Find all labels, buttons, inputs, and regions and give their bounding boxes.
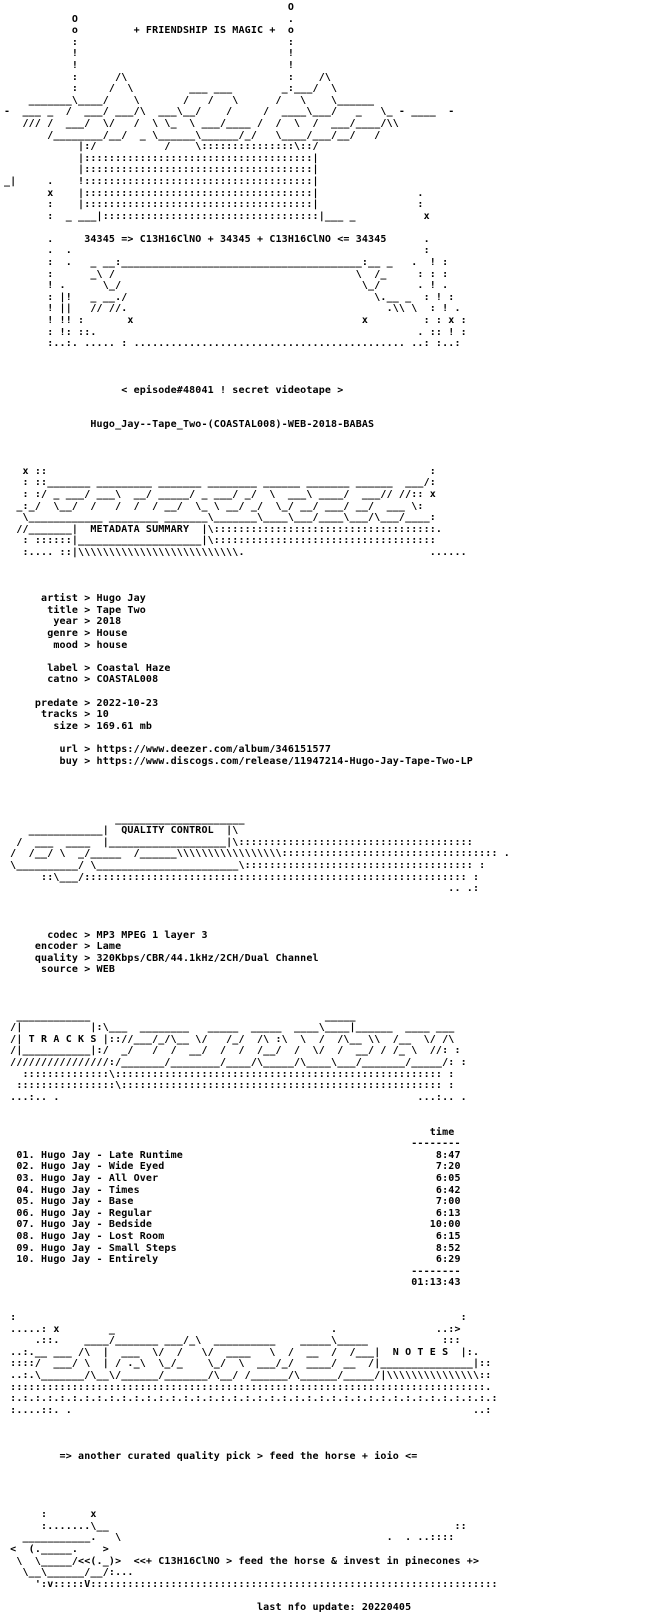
nfo-line xyxy=(4,779,510,791)
nfo-line xyxy=(4,976,510,988)
nfo-line: //_______| METADATA SUMMARY |\::::::::::::::::::::::::::::::::::::. xyxy=(4,523,443,535)
nfo-line: : x xyxy=(4,1509,97,1521)
nfo-line: \____________ ________ _______\_______\____\___/____\___/\___/____: xyxy=(4,512,436,524)
nfo-line: quality > 320Kbps/CBR/44.1kHz/2CH/Dual Channel xyxy=(4,952,319,964)
nfo-line: _:_/ \__/ / / / / __/ \_ \ __/ _/ \_/ __/ ___/ __/ ___ \: xyxy=(4,500,424,512)
nfo-line xyxy=(4,361,510,373)
nfo-line xyxy=(4,802,510,814)
nfo-line: codec > MP3 MPEG 1 layer 3 xyxy=(4,929,208,941)
nfo-line: ::::::::::::::::\:::::::::::::::::::::::::::::::::::::::::::::::::::: : xyxy=(4,1080,455,1092)
nfo-line: ! || // //. .\\ \ : ! . xyxy=(4,303,461,315)
nfo-line xyxy=(4,559,510,571)
nfo-line: _____________________ xyxy=(4,813,245,825)
nfo-line: ___________. \ . . ..:::: xyxy=(4,1532,455,1544)
nfo-line: 01. Hugo Jay - Late Runtime 8:47 xyxy=(4,1149,461,1161)
nfo-line xyxy=(4,408,510,420)
nfo-line: source > WEB xyxy=(4,964,116,976)
nfo-line: : |! _ __./ \.__ _ : ! : xyxy=(4,291,455,303)
nfo-line: 07. Hugo Jay - Bedside 10:00 xyxy=(4,1219,461,1231)
nfo-line: ::::/ ___/ \ | / ._\ \_/_ \_/ \ ___/_/ ____/ __ /|_______________|:: xyxy=(4,1358,492,1370)
nfo-line xyxy=(4,1103,510,1115)
nfo-line: x :: : xyxy=(4,465,436,477)
nfo-line: ! ! xyxy=(4,48,295,60)
nfo-line xyxy=(4,1289,510,1301)
nfo-line: . . : xyxy=(4,245,430,257)
nfo-line: |:::::::::::::::::::::::::::::::::::::| xyxy=(4,164,319,176)
nfo-line xyxy=(4,906,510,918)
nfo-line: :..:. ..... : ............................................ ..: :..: xyxy=(4,338,461,350)
nfo-line: : /\ : /\ xyxy=(4,71,332,83)
nfo-line: |:/ / \:::::::::::::::\::/ xyxy=(4,141,319,153)
nfo-line: time xyxy=(4,1126,455,1138)
nfo-line: O xyxy=(4,2,295,13)
nfo-line xyxy=(4,1115,510,1127)
nfo-line: label > Coastal Haze xyxy=(4,662,171,674)
nfo-line: - ___ _ / ___/ ___/\ ___\__/ / / ____\___/ _ \_ - ____ - xyxy=(4,106,455,118)
nfo-line xyxy=(4,1463,510,1475)
nfo-line: ////////////////:/_______/________/____/\_____/\____\___/_______/_____/: : xyxy=(4,1057,467,1069)
nfo-line: : _ ___|:::::::::::::::::::::::::::::::::::|___ _ x xyxy=(4,210,430,222)
nfo-line: ...:.. . ...:.. . xyxy=(4,1091,467,1103)
nfo-line: mood > house xyxy=(4,639,128,651)
nfo-line: . 34345 => C13H16ClNO + 34345 + C13H16ClNO <= 34345 . xyxy=(4,233,430,245)
nfo-line: /|___________|:/ _/ / / __/ / / /__/ / \/ / __/ / /_ \ //: : xyxy=(4,1045,461,1057)
nfo-line: 01:13:43 xyxy=(4,1277,461,1289)
nfo-line: \__\______/__/:... xyxy=(4,1567,134,1579)
nfo-line xyxy=(4,767,510,779)
nfo-line: : : xyxy=(4,1312,467,1324)
nfo-text xyxy=(4,2,510,1614)
nfo-line xyxy=(4,1428,510,1440)
nfo-line: ':v:::::V:::::::::::::::::::::::::::::::::::::::::::::::::::::::::::::::::: xyxy=(4,1578,498,1590)
nfo-line xyxy=(4,732,510,744)
nfo-line: _| . !:::::::::::::::::::::::::::::::::::::| xyxy=(4,175,319,187)
nfo-line: ::::::::::::::\::::::::::::::::::::::::::::::::::::::::::::::::::::: : xyxy=(4,1068,455,1080)
nfo-line: : . _ __:_______________________________________:__ _ . ! : xyxy=(4,257,449,269)
nfo-line: 05. Hugo Jay - Base 7:00 xyxy=(4,1196,461,1208)
nfo-line xyxy=(4,373,510,385)
nfo-line: 03. Hugo Jay - All Over 6:05 xyxy=(4,1172,461,1184)
nfo-line xyxy=(4,1474,510,1486)
nfo-line: : ::_______ _________ _______ ________ ______ _______ ______ ___/: xyxy=(4,477,436,489)
nfo-line: ..:.__ ___ /\ | ___ \/ / \/ ____ \ / __ / /___| N O T E S |:. xyxy=(4,1346,480,1358)
nfo-line: 02. Hugo Jay - Wide Eyed 7:20 xyxy=(4,1161,461,1173)
nfo-line xyxy=(4,918,510,930)
nfo-line: / ___ ____ |___________________|\:::::::::::::::::::::::::::::::::::::: xyxy=(4,836,473,848)
nfo-line: : |:::::::::::::::::::::::::::::::::::::| : xyxy=(4,199,424,211)
nfo-line: :....::. . ..: xyxy=(4,1404,492,1416)
nfo-line xyxy=(4,1486,510,1498)
nfo-line: : !: ::. . :: ! : xyxy=(4,326,467,338)
nfo-line xyxy=(4,570,510,582)
nfo-line: => another curated quality pick > feed the horse + ioio <= xyxy=(4,1451,418,1463)
nfo-line xyxy=(4,443,510,455)
nfo-line xyxy=(4,1440,510,1452)
nfo-line xyxy=(4,651,510,663)
nfo-line xyxy=(4,431,510,443)
nfo-line: catno > COASTAL008 xyxy=(4,674,159,686)
nfo-line: :::::::::::::::::::::::::::::::::::::::::::::::::::::::::::::::::::::::::::::. xyxy=(4,1381,492,1393)
nfo-line xyxy=(4,350,510,362)
nfo-line: < episode#48041 ! secret videotape > xyxy=(4,384,344,396)
nfo-line: .::. ____/_______ ___/_\ __________ _____\_____ ::: xyxy=(4,1335,461,1347)
nfo-line: \ \_____/<<(._)> <<+ C13H16ClNO > feed the horse & invest in pinecones +> xyxy=(4,1555,480,1567)
nfo-line: buy > https://www.discogs.com/release/11947214-Hugo-Jay-Tape-Two-LP xyxy=(4,755,473,767)
nfo-line: /// / ___/ \/ / \ \_ \ ___/____ / / \ / ___/____/\\ xyxy=(4,117,406,129)
nfo-line: x |:::::::::::::::::::::::::::::::::::::| . xyxy=(4,187,424,199)
nfo-line xyxy=(4,790,510,802)
nfo-line: artist > Hugo Jay xyxy=(4,593,146,605)
nfo-line: ! ! xyxy=(4,59,295,71)
nfo-line: tracks > 10 xyxy=(4,709,109,721)
nfo-line xyxy=(4,999,510,1011)
nfo-line: : : xyxy=(4,36,295,48)
nfo-line: O . xyxy=(4,13,295,25)
nfo-line xyxy=(4,1590,510,1602)
nfo-line xyxy=(4,1301,510,1313)
nfo-line: title > Tape Two xyxy=(4,604,146,616)
nfo-line: size > 169.61 mb xyxy=(4,720,153,732)
nfo-line: 10. Hugo Jay - Entirely 6:29 xyxy=(4,1254,461,1266)
nfo-line: |:::::::::::::::::::::::::::::::::::::| xyxy=(4,152,319,164)
nfo-line: : ::::::|____________________|\:::::::::::::::::::::::::::::::::::: xyxy=(4,535,436,547)
nfo-line: encoder > Lame xyxy=(4,941,122,953)
nfo-line xyxy=(4,454,510,466)
nfo-line: .. .: xyxy=(4,883,480,895)
nfo-line: year > 2018 xyxy=(4,616,122,628)
nfo-line: : :/ _ ___/ ___\ __/ _____/ _ ___/ _/ \ ___\ ____/ ___// //:: x xyxy=(4,488,436,500)
nfo-line: -------- xyxy=(4,1265,461,1277)
nfo-line: /| |:\___ ________ _____ _____ ____\____|______ ____ ___ xyxy=(4,1022,455,1034)
nfo-line: genre > House xyxy=(4,628,128,640)
nfo-line: /________/__/ _ \______\______/_/ \____/___/__/ / xyxy=(4,129,381,141)
nfo-line: 08. Hugo Jay - Lost Room 6:15 xyxy=(4,1230,461,1242)
nfo-line: : _\ / \ /_ : : : xyxy=(4,268,449,280)
nfo-line: ..:.\_______/\__\/______/_______/\__/ /______/\______/_____/|\\\\\\\\\\\\\\\:: xyxy=(4,1370,498,1382)
nfo-line xyxy=(4,222,510,234)
nfo-line: \__________/ \_______________________\::::::::::::::::::::::::::::::::::::: : xyxy=(4,859,486,871)
nfo-line: _______\____/ \ / / \ / \ \______ xyxy=(4,94,375,106)
nfo-line: o + FRIENDSHIP IS MAGIC + o xyxy=(4,25,295,37)
nfo-line xyxy=(4,895,510,907)
nfo-line xyxy=(4,582,510,594)
nfo-line xyxy=(4,686,510,698)
nfo-line: 04. Hugo Jay - Times 6:42 xyxy=(4,1184,461,1196)
nfo-line: 06. Hugo Jay - Regular 6:13 xyxy=(4,1207,461,1219)
nfo-line: /| T R A C K S |:://___/_/\__ \/ /_/ /\ :\ \ / /\__ \\ /__ \/ /\ xyxy=(4,1033,455,1045)
nfo-line: predate > 2022-10-23 xyxy=(4,697,159,709)
nfo-line: ! !! : x x : : x : xyxy=(4,315,467,327)
nfo-line: url > https://www.deezer.com/album/346151577 xyxy=(4,744,332,755)
nfo-line: :.:.:.:.:.:.:.:.:.:.:.:.:.:.:.:.:.:.:.:.:.:.:.:.:.:.:.:.:.:.:.:.:.:.:.:.:.:.:.: xyxy=(4,1393,498,1405)
nfo-line: :.... ::|\\\\\\\\\\\\\\\\\\\\\\\\\\. ...... xyxy=(4,546,467,558)
nfo-line: :.......\__ :: xyxy=(4,1520,467,1532)
nfo-line: last nfo update: 20220405 xyxy=(4,1601,412,1613)
nfo-line: Hugo_Jay--Tape_Two-(COASTAL008)-WEB-2018-BABAS xyxy=(4,419,375,431)
nfo-line: ::\___/:::::::::::::::::::::::::::::::::::::::::::::::::::::::::::::: : xyxy=(4,871,480,883)
nfo-line: -------- xyxy=(4,1138,461,1150)
nfo-line xyxy=(4,987,510,999)
nfo-line: ____________ _____ xyxy=(4,1010,356,1022)
nfo-line xyxy=(4,1416,510,1428)
nfo-line: .....: x _ . ..:> xyxy=(4,1323,461,1335)
nfo-line xyxy=(4,396,510,408)
nfo-line: < (._____. > xyxy=(4,1543,109,1555)
nfo-line: ____________| QUALITY CONTROL |\ xyxy=(4,825,239,837)
nfo-line xyxy=(4,1498,510,1510)
nfo-line: / /__/ \ _/_____ /______\\\\\\\\\\\\\\\\\::::::::::::::::::::::::::::::::::: . xyxy=(4,848,510,860)
nfo-line: : / \ ___ ___ _:___/ \ xyxy=(4,83,338,95)
nfo-line: ! . \_/ \_/ . ! . xyxy=(4,280,449,292)
nfo-line: 09. Hugo Jay - Small Steps 8:52 xyxy=(4,1242,461,1254)
